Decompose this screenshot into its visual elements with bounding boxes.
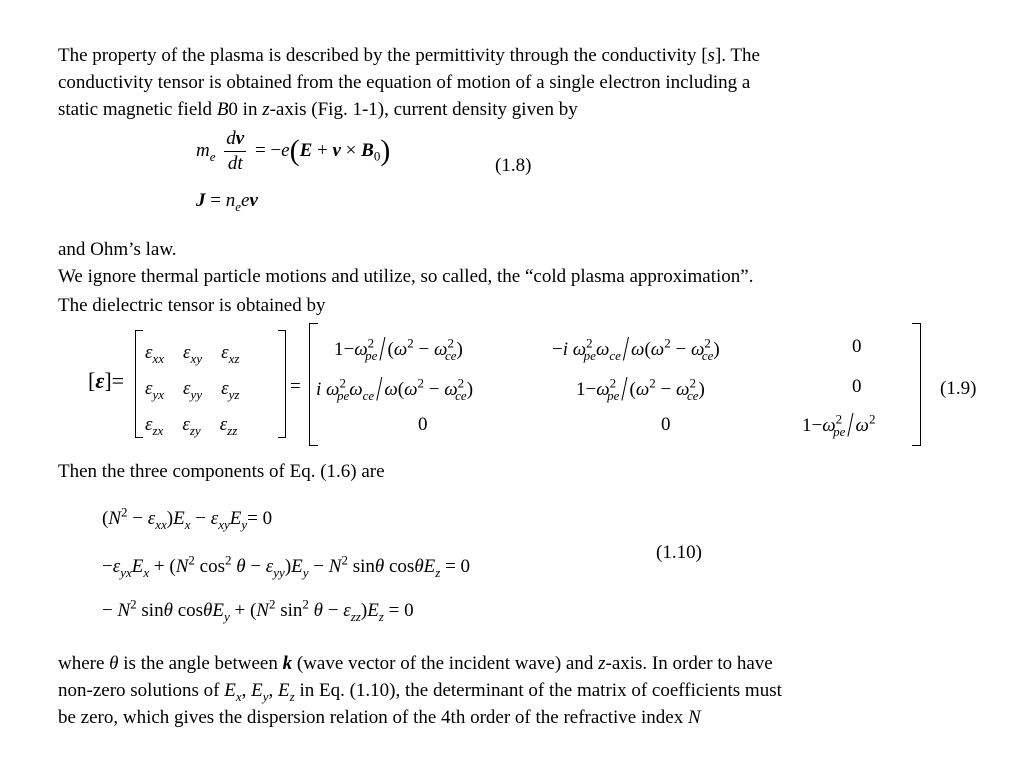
equation-number-1-9: (1.9) [940, 378, 977, 399]
m33: $1-\omega^2_{pe}/$ $\omega^2$ [802, 404, 876, 445]
m23: 0 [852, 376, 862, 397]
ohm-line-2: We ignore thermal particle motions and utilize, so called, the “cold plasma approximation”. [58, 266, 754, 287]
eps-row-1: $\varepsilon_{xx}$ $\varepsilon_{xy}$ $\varepsilon_{xz}$ [145, 342, 240, 366]
component-equation-3: − $N^2$ sinθ $\cos\theta E_y + (N^2$ $\sin^2 \theta - \varepsilon_{zz})E_z = 0$ [102, 596, 414, 624]
equals-sign: = [290, 376, 301, 397]
component-equation-2: $-\varepsilon_{yx}E_x + (N^2$ $\cos^2 \theta - \varepsilon_{yy})E_y - N^2$ sinθ cosθE$_z$ = 0 [102, 552, 471, 580]
m11: $1-\omega^2_{pe}/$ $(\omega^2 - \omega^2_{ce})$ [334, 328, 463, 369]
ohm-line-1: and Ohm’s law. [58, 239, 177, 260]
left-matrix-bracket-close [278, 330, 286, 438]
equation-number-1-8: (1.8) [495, 155, 532, 176]
intro-line-2: conductivity tensor is obtained from the equation of motion of a single electron including a [58, 72, 751, 93]
equation-motion: $m_e$ $\frac{dv}{dt}$ = $-e(E + v \times B_0)$ [196, 128, 391, 174]
ohm-paragraph [58, 236, 753, 319]
equation-number-1-10: (1.10) [656, 542, 702, 563]
component-equation-1: $(N^2 - \varepsilon_{xx})E_x - \varepsilon_{xy}E_y= 0$ [102, 504, 273, 532]
m21: i $\omega^2_{pe}\omega_{ce}/$ $\omega(\omega^2 - \omega^2_{ce})$ [316, 368, 474, 409]
equation-current-density: $J = n_eev$ [196, 190, 258, 214]
m22: $1-\omega^2_{pe}/$ $(\omega^2 - \omega^2_{ce})$ [576, 368, 705, 409]
left-matrix-bracket-open [135, 330, 143, 438]
then-paragraph: Then the three components of Eq. (1.6) are [58, 461, 385, 482]
intro-line-1: The property of the plasma is described by the permittivity through the conductivity [s]. The [58, 45, 760, 66]
ohm-line-3: The dielectric tensor is obtained by [58, 295, 326, 316]
where-line-2: non-zero solutions of $E_x$, $E_y$, $E_z$ in Eq. (1.10), the determinant of the matrix of coefficients must [58, 680, 782, 704]
m13: 0 [852, 336, 862, 357]
intro-paragraph [58, 42, 760, 123]
eps-row-2: $\varepsilon_{yx}$ $\varepsilon_{yy}$ $\varepsilon_{yz}$ [145, 378, 240, 402]
eps-row-3: $\varepsilon_{zx}$ $\varepsilon_{zy}$ $\varepsilon_{zz}$ [145, 414, 238, 438]
where-paragraph [58, 650, 782, 731]
intro-line-3: static magnetic field B0 in z-axis (Fig. 1-1), current density given by [58, 99, 578, 120]
epsilon-label: [ε]= [88, 368, 125, 393]
m31: 0 [418, 414, 428, 435]
m32: 0 [661, 414, 671, 435]
where-line-3: be zero, which gives the dispersion relation of the 4th order of the refractive index N [58, 707, 701, 728]
m12: −i $\omega^2_{pe}\omega_{ce}/$ $\omega(\omega^2 - \omega^2_{ce})$ [552, 328, 720, 369]
right-matrix-bracket-close [912, 323, 921, 446]
where-line-1: where θ is the angle between k (wave vector of the incident wave) and z-axis. In order to have [58, 653, 773, 674]
